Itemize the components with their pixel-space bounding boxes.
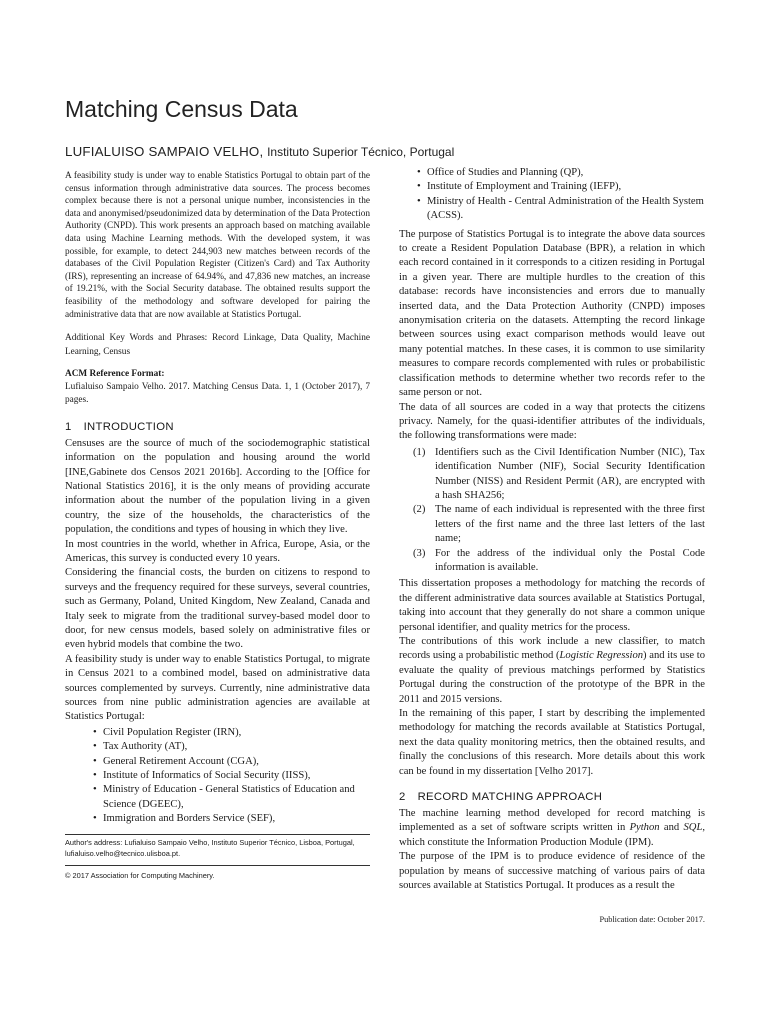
paragraph — [399, 807, 705, 850]
list-item-text: For the address of the individual only the Postal Code information is available. — [435, 547, 705, 573]
section-heading-record-matching — [399, 791, 705, 803]
list-item: • Civil Population Register (IRN), — [93, 726, 370, 740]
section-number: 1 — [65, 420, 72, 433]
list-item — [413, 547, 705, 576]
abstract-text: A feasibility study is under way to enable Statistics Portugal to obtain part of the census information through administrative data sources. The process becomes complex because there is not a personal unique number, inconsistencies in the data and anonymised/pseudonimized data by determination of the Data Protection Authority (CNPD). This work presents an approach based on matching available data using Machine Learning methods. With the developed system, it was possible, for example, to detect 244,903 new matches between records of the databases of the Civil Population Register (Citizen's Card) and Tax Authority (IRS), representing an increase of 64.94%, and 47,836 new matches, an increase of 19.21%, with the Social Security database. The obtained results support the feasibility of the methodology and software developed for pairing the administrative data that are now available at Statistics Portugal. — [65, 171, 370, 320]
paragraph: The purpose of Statistics Portugal is to integrate the above data sources to create a Resident Population Database (BPR), a relation in which each record contained in it corresponds to a citizen residing in Portugal in a given year. There are multiple hurdles to the creation of this database: records have inconsistencies and errors due to manually inserted data, and the Data Protection Authority (CNPD) imposes anonymisation criteria on the datasets. Attempting the record linkage between sources using exact comparison methods would leave out many potential matches. In these cases, it is common to use similarity measures to compare records complemented with rules or probabilistic classification methods to determine whether two records refer to the same person or not. — [399, 228, 705, 399]
emphasis-text: Python — [629, 822, 660, 834]
list-item — [413, 446, 705, 504]
keywords: Additional Key Words and Phrases: Record Linkage, Data Quality, Machine Learning, Census — [65, 333, 370, 358]
paragraph: In most countries in the world, whether in Africa, Europe, Asia, or the Americas, this survey is conducted every 10 years. — [65, 538, 370, 564]
author-line — [65, 144, 454, 159]
list-item: • Immigration and Borders Service (SEF), — [93, 812, 370, 826]
list-item: • Institute of Informatics of Social Security (IISS), — [93, 769, 370, 783]
section-title: INTRODUCTION — [83, 420, 174, 433]
paragraph: Censuses are the source of much of the sociodemographic statistical information on the population and housing around the world [INE,Gabinete dos Censos 2021 2016b]. According to the [Office for National Statistics 2016], it is the only means of providing accurate information about the number of the population living in a given country, the size of the households, the characteristics of the population, the conditions and types of housing in which they live. — [65, 437, 370, 536]
text-run: ) and its use to evaluate the quality of previous matchings performed by Statistics Portugal during the construction of the prototype of the BPR in the 2011 and 2015 versions. — [399, 650, 705, 705]
text-run: , which constitute the Information Production Module (IPM). — [399, 822, 705, 848]
list-number: (3) — [413, 547, 426, 559]
author-address-footnote: Author's address: Lufialuiso Sampaio Velho, Instituto Superior Técnico, Lisboa, Portugal, lufialuiso.velho@tecnico.ulisboa.pt. — [65, 837, 355, 858]
author-affiliation: Instituto Superior Técnico, Portugal — [267, 145, 455, 159]
paragraph: Considering the financial costs, the burden on citizens to respond to surveys and the frequency required for these surveys, several countries, such as Germany, Poland, United Kingdom, New Zealand, Canada and Italy seek to migrate from the traditional survey-based model door to door, for new census models, based solely on administrative files or even hybrid models that combine the two. — [65, 567, 370, 651]
list-item: • Tax Authority (AT), — [93, 740, 370, 754]
list-number: (1) — [413, 446, 426, 458]
section-title: RECORD MATCHING APPROACH — [417, 791, 603, 804]
right-column — [399, 165, 705, 894]
footnote-divider — [65, 865, 370, 866]
footnote-divider — [65, 834, 370, 835]
author-name: LUFIALUISO SAMPAIO VELHO, — [65, 144, 264, 159]
contributions-paragraph — [399, 635, 705, 707]
list-item: • Institute of Employment and Training (IEFP), — [417, 180, 705, 194]
list-item-text: The name of each individual is represented with the three first letters of the first name and the three last letters of the last name; — [435, 504, 705, 545]
paragraph: A feasibility study is under way to enable Statistics Portugal, to migrate in Census 2021 to a combined model, based on administrative data sources complemented by surveys. Currently, nine administrative data sources from nine public administration agencies are available at Statistics Portugal: — [65, 653, 370, 723]
abstract — [65, 170, 370, 407]
acm-reference-heading: ACM Reference Format: — [65, 369, 165, 380]
agency-list-right — [399, 166, 705, 224]
text-run: The machine learning method developed for record matching is implemented as a set of software scripts written in — [399, 808, 705, 834]
paragraph: The purpose of the IPM is to produce evidence of residence of the population by means of successive matching of various pairs of data sources available at Statistics Portugal. It produces as a result the — [399, 851, 705, 892]
list-item: • Office of Studies and Planning (QP), — [417, 166, 705, 180]
introduction-body — [65, 437, 370, 827]
paragraph: The data of all sources are coded in a way that protects the citizens privacy. Namely, for the quasi-identifier attributes of the individuals, the following transformations were made: — [399, 401, 705, 442]
list-item: • General Retirement Account (CGA), — [93, 755, 370, 769]
list-item — [413, 503, 705, 546]
paper-title: Matching Census Data — [65, 96, 298, 122]
list-item-text: Identifiers such as the Civil Identification Number (NIC), Tax identification Number (NIF), Social Security Identification Number (NISS) and Resident Permit (AR), are encrypted with a hash SHA256; — [435, 446, 705, 501]
paragraph: In the remaining of this paper, I start by describing the implemented methodology for matching the records available at Statistics Portugal, next the data quality monitoring metrics, then the obtained results, and finally the conclusions of this research. More details about this work can be found in my dissertation [Velho 2017]. — [399, 708, 705, 777]
emphasis-text: SQL — [683, 822, 703, 834]
agency-list-left — [65, 726, 370, 827]
list-item: • Ministry of Health - Central Administration of the Health System (ACSS). — [417, 195, 705, 224]
left-column — [65, 170, 370, 881]
paragraph: This dissertation proposes a methodology for matching the records of the different administrative data sources available at Statistics Portugal, taking into account that they generally do not share a common unique personal identifier, and quality metrics for the process. — [399, 578, 705, 633]
acm-reference-text: Lufialuiso Sampaio Velho. 2017. Matching Census Data. 1, 1 (October 2017), 7 pages. — [65, 381, 370, 405]
section-heading-introduction — [65, 421, 370, 433]
section-number: 2 — [399, 791, 406, 804]
text-run: The contributions of this work include a new classifier, to match records using a probabilistic method ( — [399, 636, 705, 662]
list-item: • Ministry of Education - General Statistics of Education and Science (DGEEC), — [93, 783, 370, 812]
text-run: and — [659, 822, 684, 834]
emphasis-text: Logistic Regression — [559, 650, 644, 662]
copyright-footnote: © 2017 Association for Computing Machinery. — [65, 870, 215, 880]
publication-date: Publication date: October 2017. — [599, 915, 705, 924]
transformation-list — [399, 446, 705, 576]
list-number: (2) — [413, 504, 426, 516]
